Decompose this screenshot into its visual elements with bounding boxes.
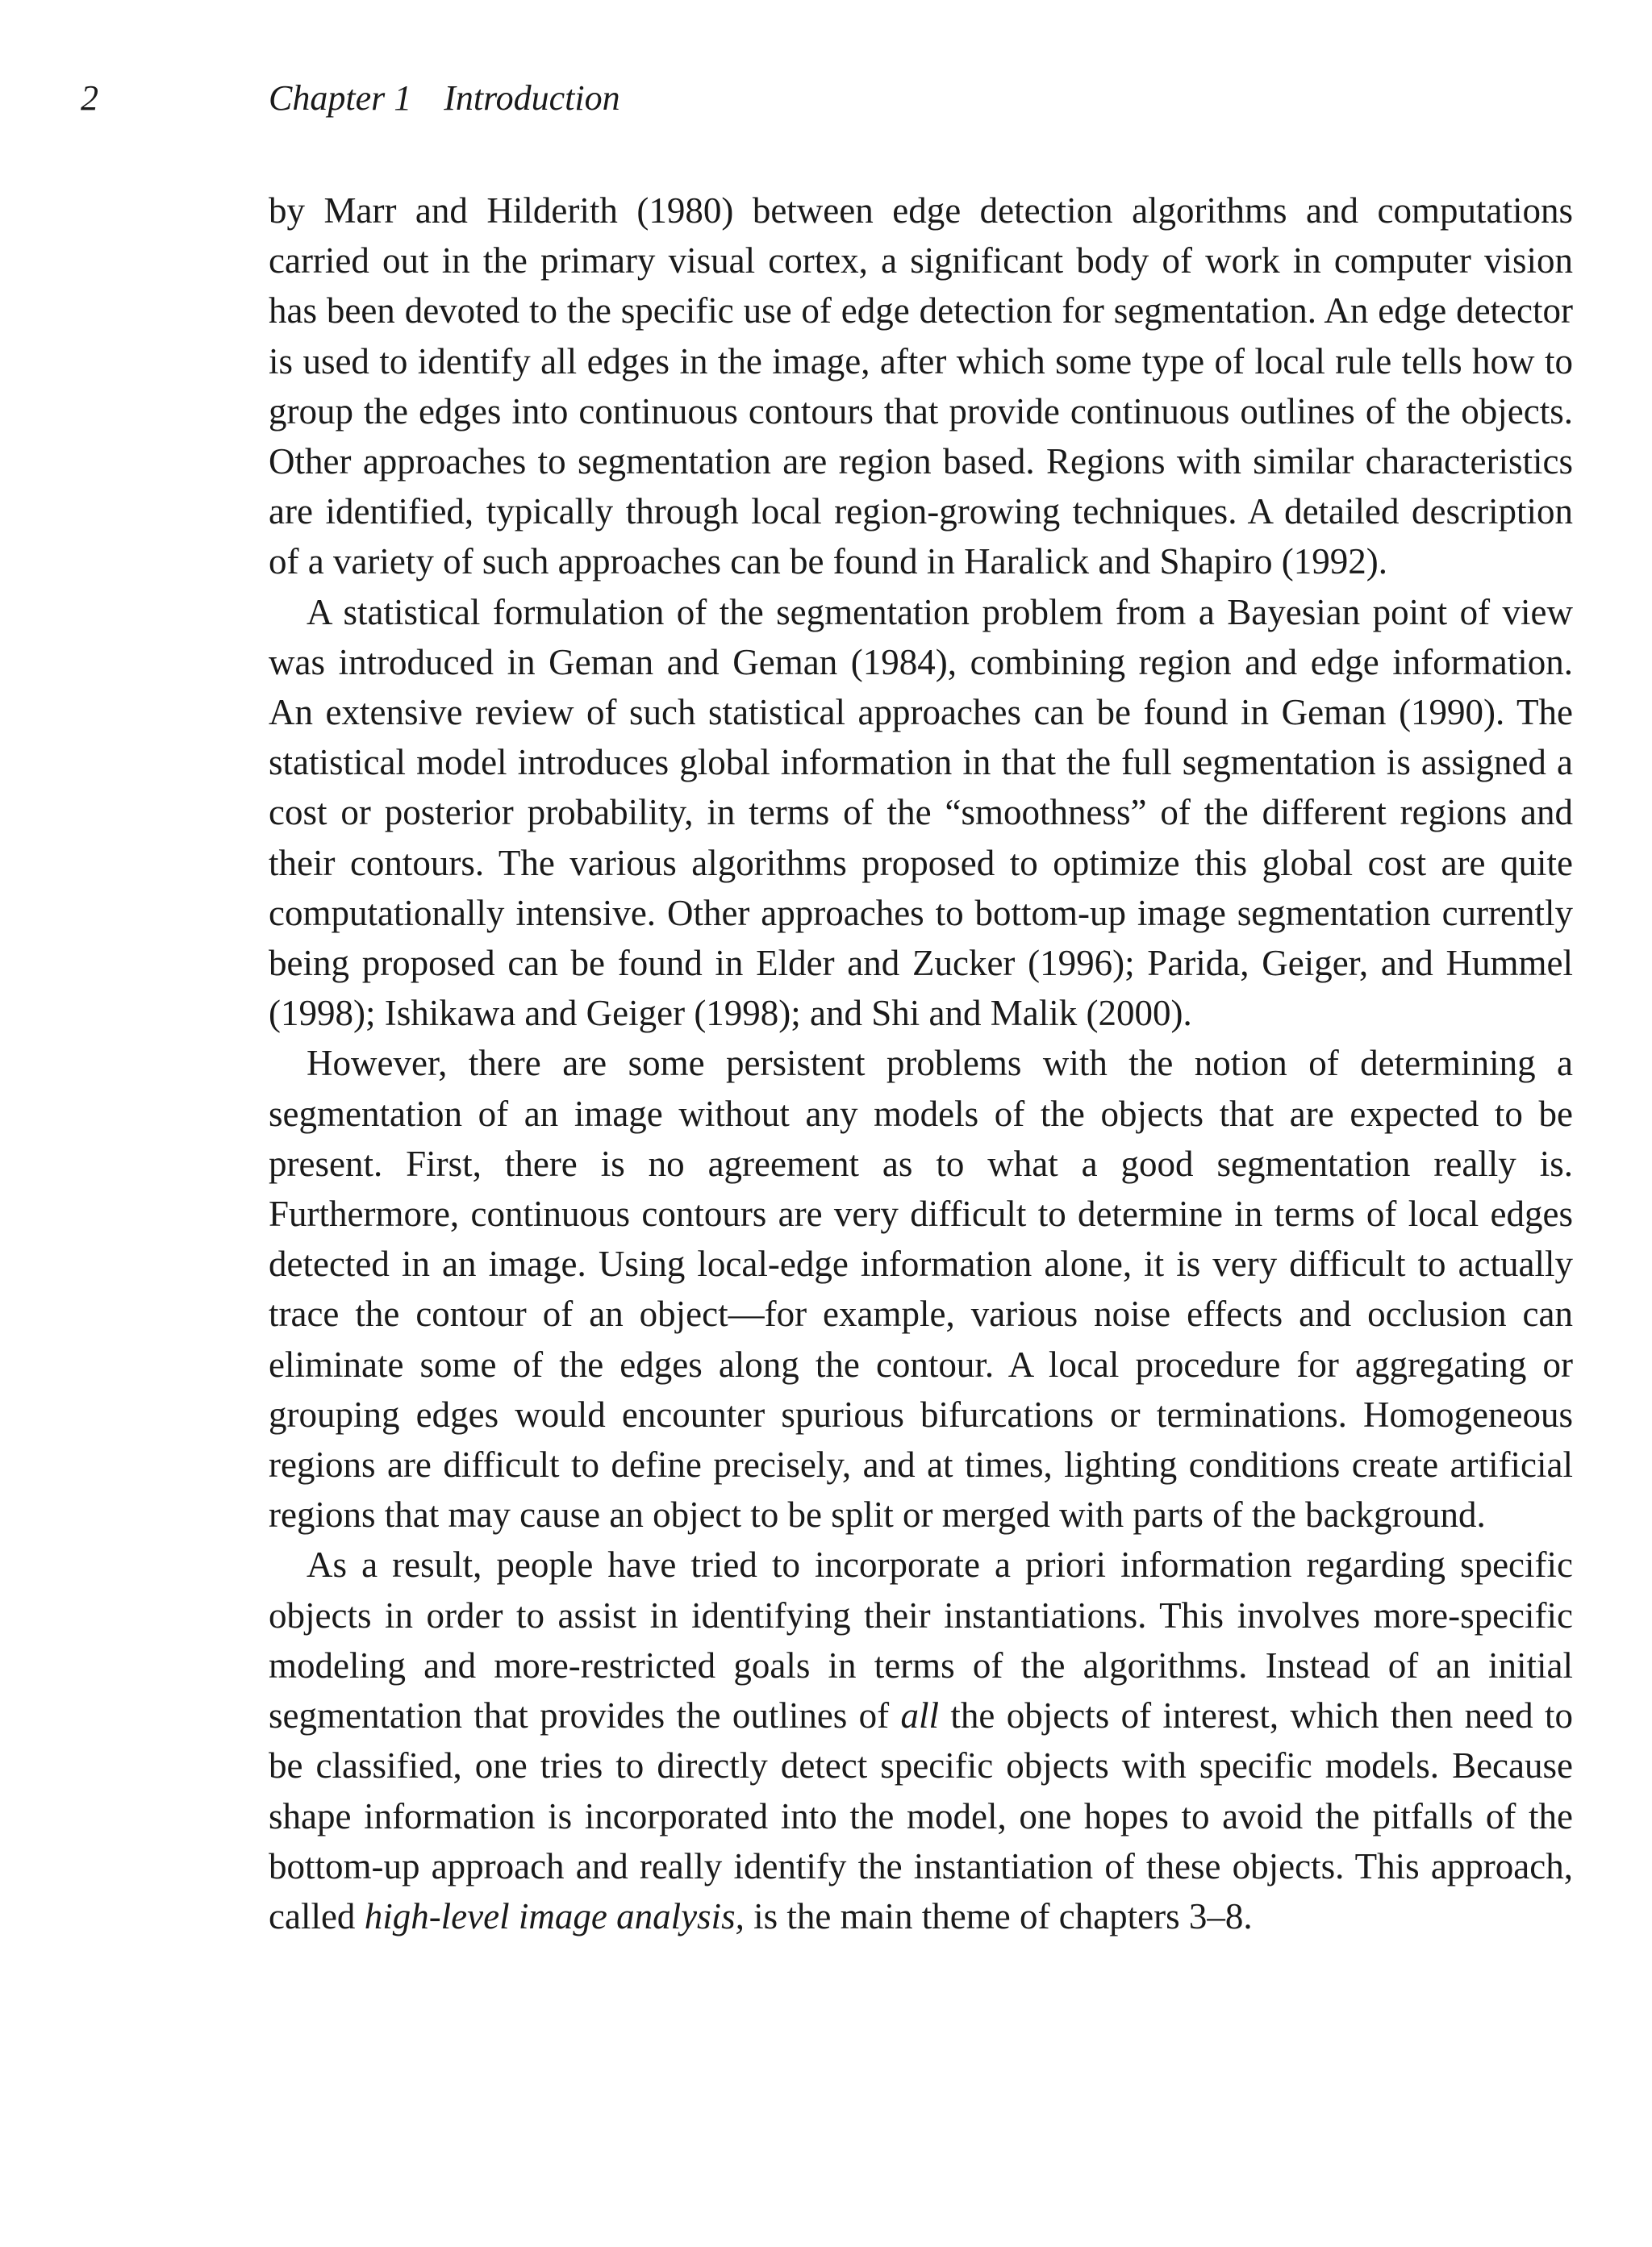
emphasis-high-level-image-analysis: high-level image analysis, bbox=[364, 1895, 745, 1936]
chapter-label: Chapter 1 bbox=[269, 78, 412, 118]
chapter-heading bbox=[269, 74, 620, 123]
paragraph-2: A statistical formulation of the segmentation problem from a Bayesian point of view was introduced in Geman and Geman (1984), combining region and edge information. An extensive review of such statistical approaches can be found in Geman (1990). The statistical model introduces global information in that the full segmentation is assigned a cost or posterior probability, in terms of the “smoothness” of the different regions and their contours. The various algorithms proposed to optimize this global cost are quite computationally intensive. Other approaches to bottom-up image segmentation currently being proposed can be found in Elder and Zucker (1996); Parida, Geiger, and Hummel (1998); Ishikawa and Geiger (1998); and Shi and Malik (2000). bbox=[269, 591, 1573, 1034]
emphasis-all: all bbox=[900, 1695, 940, 1736]
paragraph-4-text-3: is the main theme of chapters 3–8. bbox=[744, 1895, 1253, 1936]
paragraph-1: by Marr and Hilderith (1980) between edge detection algorithms and computations carried out in the primary visual cortex, a significant body of work in computer vision has been devoted to the specific use of edge detection for segmentation. An edge detector is used to identify all edges in the image, after which some type of local rule tells how to group the edges into continuous contours that provide continuous outlines of the objects. Other approaches to segmentation are region based. Regions with similar characteristics are identified, typically through local region-growing techniques. A detailed description of a variety of such approaches can be found in Haralick and Shapiro (1992). bbox=[269, 190, 1573, 582]
paragraph-4 bbox=[269, 1540, 1573, 1941]
paragraph-3: However, there are some persistent problems with the notion of determining a segmentation of an image without any models of the objects that are expected to be present. First, there is no agreement as to what a good segmentation really is. Furthermore, continuous contours are very difficult to determine in terms of local edges detected in an image. Using local-edge information alone, it is very difficult to actually trace the contour of an object—for example, various noise effects and occlusion can eliminate some of the edges along the contour. A local procedure for aggregating or grouping edges would encounter spurious bifurcations or terminations. Homogeneous regions are difficult to define precisely, and at times, lighting conditions create artificial regions that may cause an object to be split or merged with parts of the background. bbox=[269, 1043, 1573, 1536]
chapter-title: Introduction bbox=[444, 78, 620, 118]
paragraph-4-text-1: As a result, people have tried to incorporate a priori information regarding specific objects in order to assist in identifying their instantiations. This involves more-specific modeling and more-restricted goals in terms of the algorithms. Instead of an initial segmentation that provides the outlines of bbox=[269, 1545, 1573, 1736]
paragraph-4-text-2: the objects of interest, which then need to be classified, one tries to directly detect specific objects with specific models. Because shape information is incorporated into the model, one hopes to avoid the pitfalls of the bottom-up approach and really identify the instantiation of these objects. This approach, called bbox=[269, 1695, 1573, 1936]
running-head bbox=[0, 74, 1652, 123]
page-number: 2 bbox=[81, 78, 98, 118]
body-text bbox=[269, 186, 1573, 1941]
